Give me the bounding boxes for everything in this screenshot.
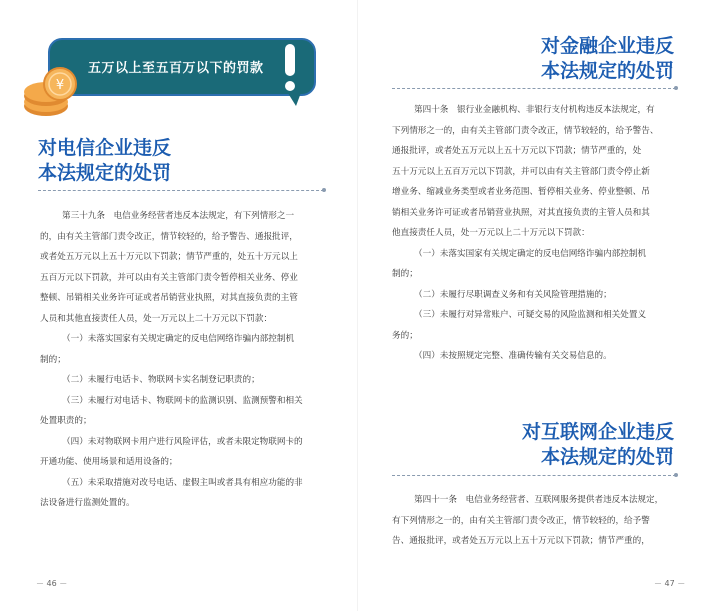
text-line: 第四十一条 电信业务经营者、互联网服务提供者违反本法规定， — [414, 495, 664, 505]
text-line: 开通功能、使用场景和适用设备的； — [40, 457, 178, 467]
right1-title-divider — [392, 88, 676, 89]
text-line: 处置职责的； — [40, 416, 92, 426]
fine-banner — [48, 38, 316, 96]
right1-title-line-1: 对金融企业违反 — [540, 35, 674, 57]
text-line: 通报批评，或者处五万元以上五十万元以下罚款；情节严重的，处 — [392, 146, 642, 156]
text-line: （四）未按照规定完整、准确传输有关交易信息的。 — [414, 351, 612, 361]
banner-text: 五万以上至五百万以下的罚款 — [88, 61, 264, 76]
left-body-text — [40, 206, 330, 514]
text-line: 告、通报批评，或者处五万元以上五十万元以下罚款；情节严重的， — [392, 536, 650, 546]
text-line: 五十万元以上五百万元以下罚款，并可以由有关主管部门责令停止新 — [392, 166, 650, 177]
text-line: 整顿、吊销相关业务许可证或者吊销营业执照，对其直接负责的主管 — [40, 293, 298, 303]
text-line: 销相关业务许可证或者吊销营业执照，对其直接负责的主管人员和其 — [392, 207, 650, 218]
page-number-left: － 46 － — [36, 579, 68, 588]
left-title-divider — [38, 190, 324, 191]
page-number-right: － 47 － — [654, 579, 686, 588]
text-line: 人员和其他直接责任人员，处一万元以上二十万元以下罚款： — [40, 313, 273, 324]
right-section1-body-text — [392, 100, 682, 367]
right1-title-line-2: 本法规定的处罚 — [540, 60, 674, 82]
text-line: 制的； — [40, 354, 66, 365]
page-divider — [357, 0, 358, 611]
text-line: 法设备进行监测处置的。 — [40, 498, 135, 508]
right-section2-title — [522, 420, 674, 470]
right2-title-line-1: 对互联网企业违反 — [521, 421, 674, 443]
right2-title-divider — [392, 475, 676, 476]
left-title-line-1: 对电信企业违反 — [38, 137, 172, 159]
text-line: 有下列情形之一的，由有关主管部门责令改正，情节较轻的，给予警 — [392, 515, 650, 526]
svg-text:¥: ¥ — [55, 78, 65, 93]
text-line: 的，由有关主管部门责令改正，情节较轻的，给予警告、通报批评， — [40, 231, 298, 242]
text-line: （二）未履行电话卡、物联网卡实名制登记职责的； — [62, 375, 260, 385]
text-line: 第四十条 银行业金融机构、非银行支付机构违反本法规定，有 — [414, 105, 655, 115]
text-line: （四）未对物联网卡用户进行风险评估，或者未限定物联网卡的 — [62, 436, 303, 447]
text-line: （二）未履行尽职调查义务和有关风险管理措施的； — [414, 289, 612, 300]
text-line: （三）未履行对电话卡、物联网卡的监测识别、监测预警和相关 — [62, 395, 303, 406]
coin-stack-icon — [22, 66, 80, 118]
text-line: 增业务、缩减业务类型或者业务范围、暂停相关业务、停业整顿、吊 — [392, 187, 650, 197]
text-line: 下列情形之一的，由有关主管部门责令改正，情节较轻的，给予警告、 — [392, 125, 659, 136]
text-line: 务的； — [392, 330, 418, 341]
right-section2-body-text — [392, 490, 682, 552]
text-line: （五）未采取措施对改号电话、虚假主叫或者具有相应功能的非 — [62, 477, 303, 488]
text-line: 第三十九条 电信业务经营者违反本法规定，有下列情形之一 — [62, 211, 295, 221]
text-line: （一）未落实国家有关规定确定的反电信网络诈骗内部控制机 — [414, 248, 647, 259]
left-title-line-2: 本法规定的处罚 — [38, 162, 172, 184]
left-section-title — [38, 136, 171, 186]
text-line: （三）未履行对异常账户、可疑交易的风险监测和相关处置义 — [414, 310, 647, 320]
text-line: 他直接责任人员，处一万元以上二十万元以下罚款： — [392, 228, 590, 238]
right-section1-title — [541, 34, 674, 84]
text-line: （一）未落实国家有关规定确定的反电信网络诈骗内部控制机 — [62, 334, 295, 344]
text-line: 五百万元以下罚款，并可以由有关主管部门责令暂停相关业务、停业 — [40, 272, 298, 283]
right2-title-line-2: 本法规定的处罚 — [540, 446, 674, 468]
exclamation-icon — [283, 44, 297, 94]
text-line: 或者处五万元以上五十万元以下罚款；情节严重的，处五十万元以上 — [40, 252, 298, 262]
text-line: 制的； — [392, 269, 418, 279]
